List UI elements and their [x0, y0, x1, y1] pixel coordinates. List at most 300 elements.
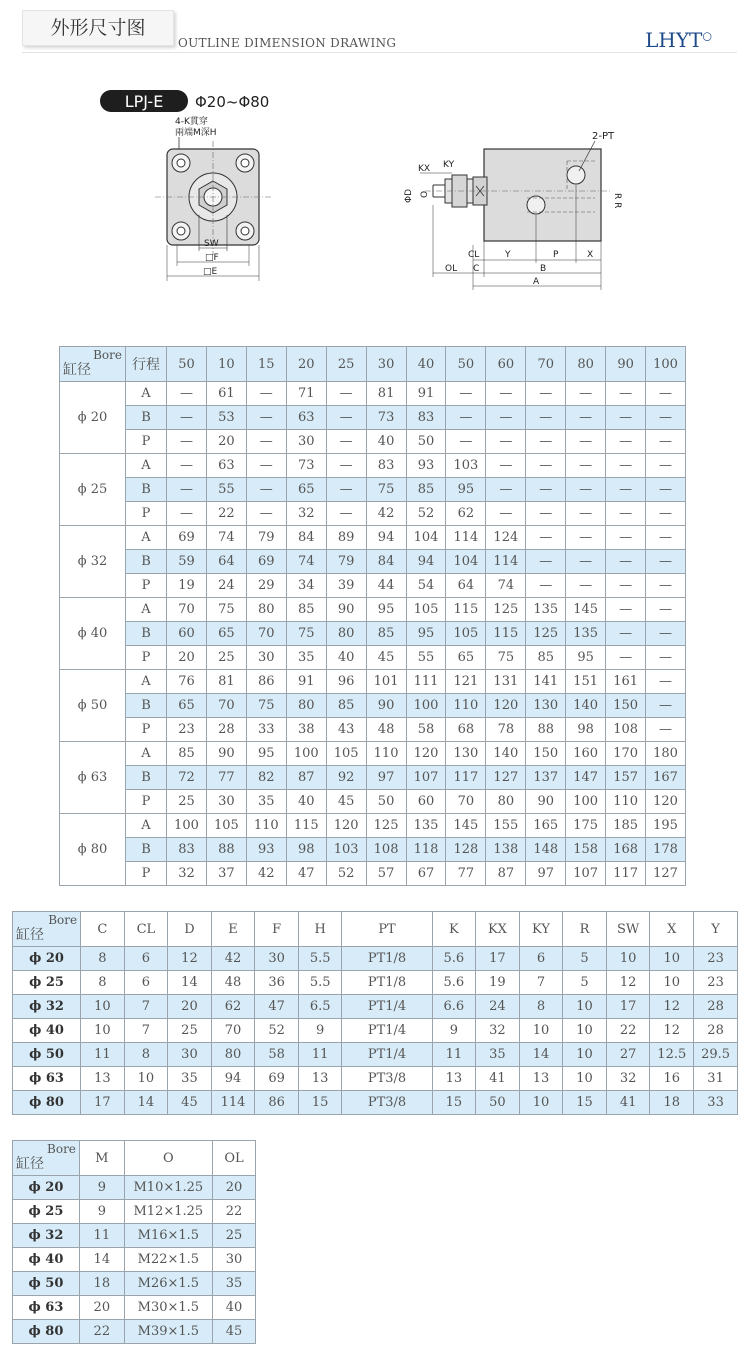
table-cell: 22 — [206, 502, 246, 526]
label-cl: CL — [468, 250, 480, 260]
table-cell: 9 — [79, 1176, 124, 1200]
header-divider — [22, 52, 737, 53]
side-view — [404, 131, 622, 290]
table-cell: 128 — [446, 838, 486, 862]
table-cell: 35 — [286, 646, 326, 670]
table-cell: 42 — [246, 862, 286, 886]
table-cell: 94 — [211, 1067, 255, 1091]
table-cell: 47 — [255, 995, 299, 1019]
table-cell: 52 — [406, 502, 446, 526]
table-cell: 45 — [326, 790, 366, 814]
table-cell: 8 — [81, 971, 125, 995]
table-cell: 108 — [366, 838, 406, 862]
table-cell: 117 — [606, 862, 646, 886]
table-cell: 55 — [206, 478, 246, 502]
table-row — [60, 430, 686, 454]
table-cell: 6 — [519, 947, 563, 971]
stroke-header: 50 — [446, 347, 486, 382]
bore-cell: ϕ 20 — [13, 1176, 80, 1200]
table-cell: 180 — [646, 742, 686, 766]
table-cell: — — [646, 550, 686, 574]
table-cell: 108 — [606, 718, 646, 742]
row-key: B — [126, 622, 167, 646]
table-row — [60, 406, 686, 430]
row-key: B — [126, 838, 167, 862]
table-cell: 95 — [406, 622, 446, 646]
table-cell: 85 — [286, 598, 326, 622]
table-cell: 12.5 — [650, 1043, 694, 1067]
table-cell: 6 — [124, 971, 168, 995]
table-cell: 105 — [446, 622, 486, 646]
table-cell: 88 — [526, 718, 566, 742]
column-header: O — [124, 1141, 212, 1176]
table-cell: 74 — [206, 526, 246, 550]
table-cell: 94 — [366, 526, 406, 550]
table-cell: 65 — [446, 646, 486, 670]
table-cell: 31 — [694, 1067, 738, 1091]
label-pt: 2-PT — [592, 131, 615, 142]
table-cell: 63 — [286, 406, 326, 430]
table-cell: 145 — [446, 814, 486, 838]
table-cell: 18 — [650, 1091, 694, 1115]
row-key: P — [126, 574, 167, 598]
table-cell: 13 — [432, 1067, 476, 1091]
table-cell: 8 — [519, 995, 563, 1019]
table-cell: PT1/8 — [342, 947, 432, 971]
table-cell: 30 — [286, 430, 326, 454]
table-cell: 20 — [79, 1296, 124, 1320]
stroke-table — [59, 346, 686, 886]
table-cell: 60 — [406, 790, 446, 814]
table-cell: — — [167, 406, 207, 430]
table-row — [13, 1224, 256, 1248]
row-key: A — [126, 598, 167, 622]
table-cell: 12 — [650, 1019, 694, 1043]
table-cell: 73 — [286, 454, 326, 478]
table-cell: 120 — [646, 790, 686, 814]
table-cell: 62 — [446, 502, 486, 526]
table-cell: 150 — [526, 742, 566, 766]
table-header-row — [13, 1141, 256, 1176]
table-cell: 42 — [211, 947, 255, 971]
table-cell: 25 — [212, 1224, 255, 1248]
table-cell: — — [446, 406, 486, 430]
table-cell: 175 — [566, 814, 606, 838]
table-cell: 88 — [206, 838, 246, 862]
label-p: P — [553, 250, 559, 260]
table-cell: — — [326, 406, 366, 430]
table-cell: — — [606, 454, 646, 478]
label-kx: KX — [418, 164, 431, 174]
table-cell: — — [246, 478, 286, 502]
column-header: KX — [476, 912, 520, 947]
bore-cell: ϕ 25 — [13, 971, 81, 995]
row-key: B — [126, 478, 167, 502]
bore-cell: ϕ 80 — [13, 1091, 81, 1115]
table-cell: 15 — [298, 1091, 342, 1115]
row-key: B — [126, 766, 167, 790]
table-cell: — — [646, 670, 686, 694]
table-cell: 131 — [486, 670, 526, 694]
front-view — [155, 141, 271, 281]
drawing-svg — [95, 85, 655, 295]
table-cell: — — [526, 526, 566, 550]
table-cell: 58 — [406, 718, 446, 742]
table-cell: — — [246, 406, 286, 430]
table-cell: — — [646, 574, 686, 598]
table-cell: 81 — [206, 670, 246, 694]
table-cell: 103 — [326, 838, 366, 862]
table-cell: 61 — [206, 382, 246, 406]
bore-cell: ϕ 20 — [13, 947, 81, 971]
stroke-header: 100 — [646, 347, 686, 382]
table-cell: 10 — [519, 1091, 563, 1115]
table-cell: — — [606, 646, 646, 670]
table-cell: — — [646, 622, 686, 646]
table-cell: 27 — [606, 1043, 650, 1067]
table-cell: — — [326, 478, 366, 502]
table-cell: 120 — [406, 742, 446, 766]
table-cell: 52 — [255, 1019, 299, 1043]
bore-header-cell — [13, 1141, 80, 1176]
table-row — [13, 1320, 256, 1344]
stroke-header: 90 — [606, 347, 646, 382]
table-cell: 89 — [326, 526, 366, 550]
thread-table — [12, 1140, 256, 1344]
table-cell: — — [486, 502, 526, 526]
table-cell: 55 — [406, 646, 446, 670]
table-cell: 110 — [366, 742, 406, 766]
table-cell: 45 — [168, 1091, 212, 1115]
label-e: □E — [203, 267, 218, 277]
stroke-header: 25 — [326, 347, 366, 382]
table-cell: — — [167, 502, 207, 526]
table-cell: M22×1.5 — [124, 1248, 212, 1272]
table-cell: 110 — [446, 694, 486, 718]
column-header: Y — [694, 912, 738, 947]
table-cell: 50 — [366, 790, 406, 814]
table-cell: 12 — [168, 947, 212, 971]
model-range: Φ20~Φ80 — [195, 93, 270, 111]
table-cell: — — [566, 478, 606, 502]
table-cell: 185 — [606, 814, 646, 838]
table-cell: — — [566, 454, 606, 478]
label-phid: ΦD — [404, 188, 414, 203]
table-cell: 98 — [286, 838, 326, 862]
label-c: C — [473, 264, 480, 274]
table-cell: 36 — [255, 971, 299, 995]
table-cell: 5.6 — [432, 971, 476, 995]
table-cell: — — [566, 406, 606, 430]
dimension-table — [12, 911, 738, 1115]
table-cell: 10 — [650, 947, 694, 971]
table-cell: 14 — [124, 1091, 168, 1115]
table-cell: 69 — [246, 550, 286, 574]
table-cell: — — [606, 598, 646, 622]
table-cell: — — [606, 526, 646, 550]
table-cell: 70 — [446, 790, 486, 814]
stroke-header: 80 — [566, 347, 606, 382]
table-cell: 25 — [168, 1019, 212, 1043]
table-cell: 91 — [406, 382, 446, 406]
table-cell: — — [446, 430, 486, 454]
table-cell: — — [526, 550, 566, 574]
table-cell: 167 — [646, 766, 686, 790]
table-cell: 85 — [526, 646, 566, 670]
table-cell: 160 — [566, 742, 606, 766]
table-cell: 168 — [606, 838, 646, 862]
row-key: A — [126, 526, 167, 550]
table-cell: 85 — [326, 694, 366, 718]
table-cell: — — [646, 478, 686, 502]
table-cell: — — [646, 406, 686, 430]
table-cell: 18 — [79, 1272, 124, 1296]
bore-cell: ϕ 20 — [60, 382, 126, 454]
column-header: F — [255, 912, 299, 947]
table-row — [60, 646, 686, 670]
table-row — [60, 670, 686, 694]
table-cell: 10 — [81, 1019, 125, 1043]
table-cell: 28 — [694, 995, 738, 1019]
table-cell: 76 — [167, 670, 207, 694]
table-cell: 92 — [326, 766, 366, 790]
row-key: P — [126, 790, 167, 814]
table-cell: 50 — [406, 430, 446, 454]
column-header: CL — [124, 912, 168, 947]
table-cell: 10 — [563, 1019, 607, 1043]
bore-cell: ϕ 63 — [13, 1296, 80, 1320]
table-cell: 85 — [406, 478, 446, 502]
table-cell: 13 — [519, 1067, 563, 1091]
table-cell: 75 — [486, 646, 526, 670]
column-header: R — [563, 912, 607, 947]
bore-cell: ϕ 50 — [60, 670, 126, 742]
row-key: B — [126, 406, 167, 430]
table-cell: 135 — [406, 814, 446, 838]
table-cell: 43 — [326, 718, 366, 742]
stroke-header: 20 — [286, 347, 326, 382]
table-cell: 70 — [211, 1019, 255, 1043]
table-cell: 79 — [326, 550, 366, 574]
table-cell: 14 — [519, 1043, 563, 1067]
table-cell: — — [606, 502, 646, 526]
table-row — [60, 502, 686, 526]
table-cell: 7 — [124, 1019, 168, 1043]
table-cell: 20 — [167, 646, 207, 670]
table-cell: 105 — [326, 742, 366, 766]
row-key: A — [126, 742, 167, 766]
table-cell: PT1/4 — [342, 1043, 432, 1067]
table-cell: 30 — [255, 947, 299, 971]
table-cell: 98 — [566, 718, 606, 742]
bore-label: Bore — [48, 913, 78, 927]
table-cell: 19 — [476, 971, 520, 995]
table-cell: 44 — [366, 574, 406, 598]
row-key: A — [126, 454, 167, 478]
table-cell: 83 — [406, 406, 446, 430]
table-row — [13, 1176, 256, 1200]
table-cell: — — [606, 382, 646, 406]
table-cell: 48 — [366, 718, 406, 742]
table-cell: 22 — [606, 1019, 650, 1043]
table-header-row — [13, 912, 738, 947]
table-cell: 107 — [406, 766, 446, 790]
table-row — [60, 550, 686, 574]
table-cell: 74 — [286, 550, 326, 574]
table-cell: 118 — [406, 838, 446, 862]
table-cell: 91 — [286, 670, 326, 694]
table-cell: 63 — [206, 454, 246, 478]
table-cell: 19 — [167, 574, 207, 598]
table-cell: 86 — [246, 670, 286, 694]
table-cell: 87 — [286, 766, 326, 790]
table-cell: 145 — [566, 598, 606, 622]
table-cell: PT1/4 — [342, 995, 432, 1019]
table-cell: M30×1.5 — [124, 1296, 212, 1320]
table-cell: M10×1.25 — [124, 1176, 212, 1200]
table-cell: 48 — [211, 971, 255, 995]
table-cell: 5 — [563, 971, 607, 995]
table-cell: 110 — [606, 790, 646, 814]
table-cell: — — [167, 478, 207, 502]
bore-cell: ϕ 40 — [13, 1248, 80, 1272]
table-row — [60, 478, 686, 502]
table-cell: 10 — [563, 1043, 607, 1067]
table-row — [60, 526, 686, 550]
row-key: B — [126, 550, 167, 574]
table-row — [60, 862, 686, 886]
table-row — [13, 971, 738, 995]
table-cell: 29 — [246, 574, 286, 598]
table-cell: 20 — [206, 430, 246, 454]
table-cell: PT3/8 — [342, 1067, 432, 1091]
table-cell: 10 — [563, 995, 607, 1019]
table-cell: — — [526, 574, 566, 598]
stroke-header: 40 — [406, 347, 446, 382]
table-cell: 103 — [446, 454, 486, 478]
table-cell: — — [566, 550, 606, 574]
table-cell: — — [326, 502, 366, 526]
table-cell: — — [526, 502, 566, 526]
table-row — [60, 838, 686, 862]
table-cell: — — [326, 430, 366, 454]
table-cell: 127 — [646, 862, 686, 886]
table-cell: 10 — [563, 1067, 607, 1091]
table-cell: 178 — [646, 838, 686, 862]
table-cell: 39 — [326, 574, 366, 598]
table-cell: 97 — [366, 766, 406, 790]
table-cell: 78 — [486, 718, 526, 742]
table-cell: 6.5 — [298, 995, 342, 1019]
table-cell: 70 — [206, 694, 246, 718]
table-cell: 114 — [446, 526, 486, 550]
row-key: P — [126, 430, 167, 454]
table-cell: 25 — [206, 646, 246, 670]
table-row — [13, 1296, 256, 1320]
table-cell: 68 — [446, 718, 486, 742]
table-cell: 105 — [206, 814, 246, 838]
table-cell: — — [486, 454, 526, 478]
table-cell: 75 — [286, 622, 326, 646]
table-cell: — — [606, 550, 646, 574]
table-row — [60, 598, 686, 622]
table-cell: 10 — [650, 971, 694, 995]
row-key: A — [126, 670, 167, 694]
table-cell: 90 — [326, 598, 366, 622]
table-cell: 12 — [606, 971, 650, 995]
table-row — [60, 454, 686, 478]
table-row — [13, 1272, 256, 1296]
label-x: X — [587, 250, 594, 260]
table-cell: 10 — [81, 995, 125, 1019]
table-cell: 59 — [167, 550, 207, 574]
table-cell: PT1/8 — [342, 971, 432, 995]
table-row — [60, 742, 686, 766]
table-cell: 30 — [206, 790, 246, 814]
table-cell: — — [167, 454, 207, 478]
table-cell: 87 — [486, 862, 526, 886]
table-cell: 69 — [255, 1067, 299, 1091]
bore-header-cell — [13, 912, 81, 947]
table-cell: M26×1.5 — [124, 1272, 212, 1296]
table-cell: 5 — [563, 947, 607, 971]
table-cell: 15 — [432, 1091, 476, 1115]
table-cell: 12 — [650, 995, 694, 1019]
table-cell: 83 — [167, 838, 207, 862]
table-cell: 100 — [566, 790, 606, 814]
table-cell: 93 — [246, 838, 286, 862]
table-cell: M12×1.25 — [124, 1200, 212, 1224]
label-rr: R R — [612, 193, 622, 209]
table-cell: 84 — [286, 526, 326, 550]
table-row — [13, 1019, 738, 1043]
table-cell: 110 — [246, 814, 286, 838]
column-header: C — [81, 912, 125, 947]
table-cell: — — [246, 430, 286, 454]
table-row — [13, 1248, 256, 1272]
bore-header-cell — [60, 347, 126, 382]
table-cell: 10 — [124, 1067, 168, 1091]
table-cell: 28 — [206, 718, 246, 742]
table-cell: 9 — [432, 1019, 476, 1043]
stroke-header: 60 — [486, 347, 526, 382]
table-cell: — — [566, 430, 606, 454]
table-cell: 24 — [476, 995, 520, 1019]
table-cell: 72 — [167, 766, 207, 790]
table-cell: 85 — [366, 622, 406, 646]
table-cell: 95 — [366, 598, 406, 622]
table-cell: 58 — [255, 1043, 299, 1067]
table-cell: 45 — [212, 1320, 255, 1344]
table-cell: 100 — [406, 694, 446, 718]
table-row — [60, 790, 686, 814]
table-cell: 155 — [486, 814, 526, 838]
column-header: H — [298, 912, 342, 947]
table-cell: PT1/4 — [342, 1019, 432, 1043]
table-cell: 80 — [246, 598, 286, 622]
table-cell: 137 — [526, 766, 566, 790]
table-cell: — — [167, 430, 207, 454]
bore-cell: ϕ 80 — [13, 1320, 80, 1344]
table-cell: 23 — [167, 718, 207, 742]
label-f: □F — [205, 253, 219, 263]
table-cell: 104 — [406, 526, 446, 550]
table-cell: 100 — [286, 742, 326, 766]
table-header-row — [60, 347, 686, 382]
table-cell: 60 — [167, 622, 207, 646]
table-cell: 41 — [476, 1067, 520, 1091]
table-cell: 70 — [167, 598, 207, 622]
